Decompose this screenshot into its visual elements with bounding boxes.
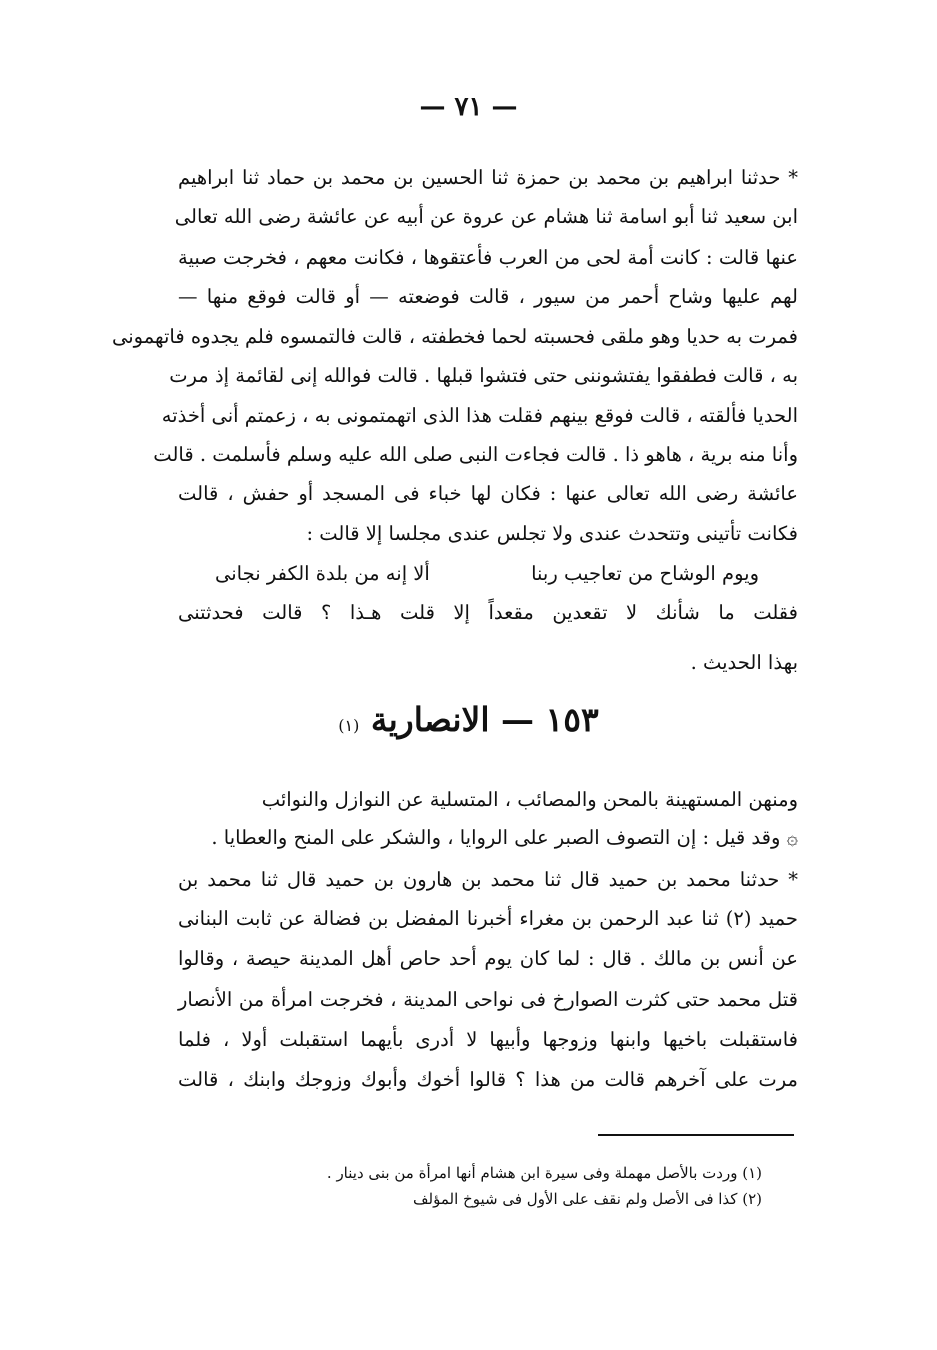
text-line: به ، قالت فطفقوا يفتشوننى حتى فتشوا قبلها . قالت فوالله إنى لقائمة إذ مرت (169, 364, 798, 387)
verse-hemistich-left: ألا إنه من بلدة الكفر نجانى (215, 562, 430, 585)
text-line: عنها قالت : كانت أمة لحى من العرب فأعتقوها ، فكانت معهم ، فخرجت صبية (178, 246, 798, 269)
text-line: فقلت ما شأنك لا تقعدين مقعداً إلا قلت هـذا ؟ قالت فحدثتنى (178, 601, 798, 624)
text-line: وأنا منه برية ، هاهو ذا . قالت فجاءت النبى صلى الله عليه وسلم فأسلمت . قالت (153, 443, 798, 466)
intro-line: ۞ وقد قيل : إن التصوف الصبر على الروايا ، والشكر على المنح والعطايا . (211, 826, 798, 849)
text-line: فمرت به حديا وهو ملقى فحسبته لحما فخطفته ، قالت فالتمسوه فلم يجدوه فاتهمونى (111, 325, 798, 348)
page-number: — ٧١ — (419, 92, 518, 122)
text-line: لهم عليها وشاح أحمر من سيور ، قالت فوضعته — أو قالت فوقع منها — (178, 285, 798, 308)
text-line: الحديا فألقته ، قالت فوقع بينهم فقلت هذا الذى اتهمتمونى به ، زعمتم أنى أخذته (161, 404, 798, 427)
footnote: (٢) كذا فى الأصل ولم نقف على الأول فى شيوخ المؤلف (413, 1190, 762, 1208)
text-line: فكانت تأتينى وتتحدث عندى ولا تجلس عندى مجلسا إلا قالت : (306, 522, 798, 545)
text-line: * حدثنا ابراهيم بن محمد بن حمزة ثنا الحسين بن محمد بن حماد ثنا ابراهيم (178, 166, 798, 189)
text-line: عن أنس بن مالك . قال : لما كان يوم أحد حاص أهل المدينة حيصة ، وقالوا (178, 947, 798, 970)
text-line: عائشة رضى الله تعالى عنها : فكان لها خباء فى المسجد أو حفش ، قالت (178, 482, 798, 505)
text-line: ابن سعيد ثنا أبو اسامة ثنا هشام عن عروة عن أبيه عن عائشة رضى الله تعالى (174, 205, 798, 228)
text-line: بهذا الحديث . (690, 651, 798, 674)
footnote: (١) وردت بالأصل مهملة وفى سيرة ابن هشام أنها امرأة من بنى دينار . (326, 1164, 762, 1182)
text-line: مرت على آخرهم قالت من هذا ؟ قالوا أخوك وأبوك وزوجك وابنك ، قالت (178, 1068, 798, 1091)
text-line: حميد (٢) ثنا عبد الرحمن بن مغراء أخبرنا المفضل بن فضالة عن ثابت البنانى (178, 907, 798, 930)
section-heading-title: ١٥٣ — الانصارية (370, 700, 599, 739)
intro-line: ومنهن المستهينة بالمحن والمصائب ، المتسلية عن النوازل والنوائب (261, 788, 798, 811)
section-heading (0, 700, 937, 739)
footnote-divider (598, 1134, 794, 1136)
text-line: قتل محمد حتى كثرت الصوارخ فى نواحى المدينة ، فخرجت امرأة من الأنصار (178, 988, 798, 1011)
verse-hemistich-right: ويوم الوشاح من تعاجيب ربنا (531, 562, 759, 585)
text-line: * حدثنا محمد بن حميد قال ثنا محمد بن هارون بن حميد قال ثنا محمد بن (178, 868, 798, 891)
footnote-marker: (١) (338, 716, 360, 735)
text-line: فاستقبلت باخيها وابنها وزوجها وأبيها لا أدرى بأيهما استقبلت أولا ، فلما (178, 1028, 798, 1051)
